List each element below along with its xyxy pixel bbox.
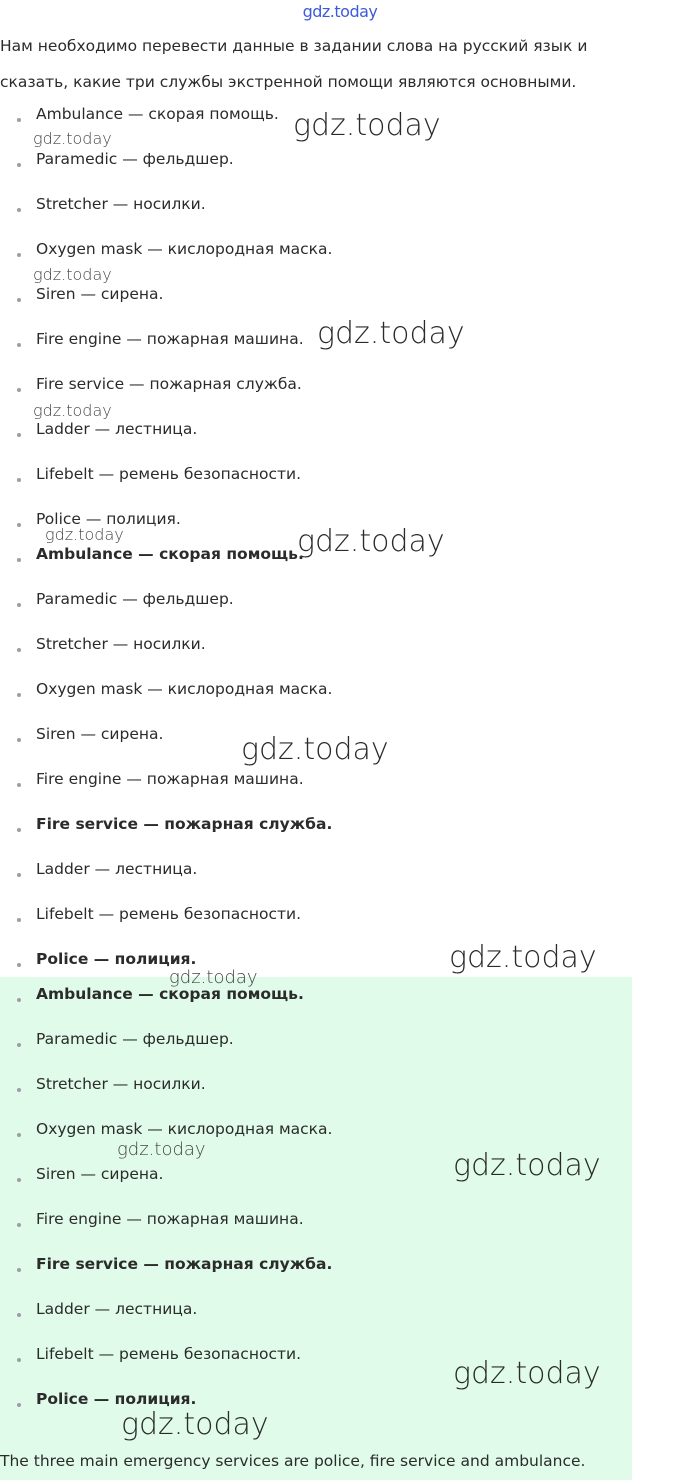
bullet-icon: [17, 208, 21, 212]
watermark: gdz.today: [169, 967, 258, 988]
list-item-text: Ladder — лестница.: [36, 420, 198, 438]
bullet-icon: [17, 1313, 21, 1317]
list-item: [0, 1207, 640, 1252]
watermark: gdz.today: [33, 129, 112, 148]
list-item-text: Paramedic — фельдшер.: [36, 590, 234, 608]
list-item: [0, 462, 640, 507]
list-item-text: Oxygen mask — кислородная маска.: [36, 1120, 333, 1138]
bullet-icon: [17, 388, 21, 392]
list-item-text: Fire engine — пожарная машина.: [36, 770, 304, 788]
watermark: gdz.today: [117, 1139, 206, 1160]
watermark: gdz.today: [33, 401, 112, 420]
watermark: gdz.today: [453, 1356, 601, 1391]
bullet-icon: [17, 478, 21, 482]
header-watermark: gdz.today: [302, 2, 378, 21]
list-item-text: Ambulance — скорая помощь.: [36, 545, 304, 563]
watermark: gdz.today: [317, 316, 465, 351]
bullet-icon: [17, 523, 21, 527]
list-item-text: Ambulance — скорая помощь.: [36, 985, 304, 1003]
list-item-text: Stretcher — носилки.: [36, 195, 206, 213]
bullet-icon: [17, 918, 21, 922]
bullet-icon: [17, 828, 21, 832]
bullet-icon: [17, 1223, 21, 1227]
list-item-text: Police — полиция.: [36, 510, 181, 528]
watermark: gdz.today: [241, 732, 389, 767]
list-item-text: Siren — сирена.: [36, 1165, 164, 1183]
list-item-text: Stretcher — носилки.: [36, 1075, 206, 1093]
watermark: gdz.today: [121, 1407, 269, 1442]
bullet-icon: [17, 298, 21, 302]
list-item: [0, 587, 640, 632]
bullet-icon: [17, 118, 21, 122]
bullet-icon: [17, 648, 21, 652]
watermark: gdz.today: [453, 1148, 601, 1183]
list-item-text: Oxygen mask — кислородная маска.: [36, 680, 333, 698]
bullet-icon: [17, 783, 21, 787]
list-item: [0, 812, 640, 857]
list-item-text: Ladder — лестница.: [36, 1300, 198, 1318]
vocabulary-list-2: [0, 542, 640, 992]
list-item-text: Lifebelt — ремень безопасности.: [36, 1345, 301, 1363]
list-item-text: Oxygen mask — кислородная маска.: [36, 240, 333, 258]
watermark: gdz.today: [449, 940, 597, 975]
list-item-text: Siren — сирена.: [36, 285, 164, 303]
watermark: gdz.today: [297, 524, 445, 559]
list-item-text: Fire service — пожарная служба.: [36, 375, 302, 393]
bullet-icon: [17, 693, 21, 697]
watermark: gdz.today: [45, 525, 124, 544]
list-item-text: Ambulance — скорая помощь.: [36, 105, 279, 123]
list-item: [0, 1072, 640, 1117]
bullet-icon: [17, 873, 21, 877]
bullet-icon: [17, 253, 21, 257]
watermark: gdz.today: [293, 108, 441, 143]
list-item-text: Police — полиция.: [36, 950, 197, 968]
bullet-icon: [17, 558, 21, 562]
bullet-icon: [17, 963, 21, 967]
bullet-icon: [17, 1403, 21, 1407]
list-item: [0, 147, 640, 192]
list-item: [0, 857, 640, 902]
list-item-text: Fire service — пожарная служба.: [36, 815, 333, 833]
bullet-icon: [17, 433, 21, 437]
list-item: [0, 1252, 640, 1297]
list-item-text: Siren — сирена.: [36, 725, 164, 743]
list-item-text: Fire engine — пожарная машина.: [36, 330, 304, 348]
intro-text: Нам необходимо перевести данные в задании слова на русский язык и сказать, какие три службы экстренной помощи являются основными.: [0, 37, 588, 91]
list-item-text: Ladder — лестница.: [36, 860, 198, 878]
list-item-text: Paramedic — фельдшер.: [36, 1030, 234, 1048]
list-item-text: Lifebelt — ремень безопасности.: [36, 465, 301, 483]
bullet-icon: [17, 163, 21, 167]
bullet-icon: [17, 1178, 21, 1182]
list-item: [0, 192, 640, 237]
bullet-icon: [17, 1268, 21, 1272]
list-item-text: Lifebelt — ремень безопасности.: [36, 905, 301, 923]
bullet-icon: [17, 343, 21, 347]
list-item: [0, 1387, 640, 1432]
list-item: [0, 1027, 640, 1072]
watermark: gdz.today: [33, 265, 112, 284]
list-item: [0, 417, 640, 462]
list-item-text: Fire service — пожарная служба.: [36, 1255, 333, 1273]
list-item-text: Police — полиция.: [36, 1390, 197, 1408]
list-item: [0, 982, 640, 1027]
bullet-icon: [17, 1088, 21, 1092]
list-item-text: Paramedic — фельдшер.: [36, 150, 234, 168]
bullet-icon: [17, 1358, 21, 1362]
list-item: [0, 632, 640, 677]
bullet-icon: [17, 998, 21, 1002]
bullet-icon: [17, 603, 21, 607]
list-item: [0, 767, 640, 812]
list-item: [0, 1297, 640, 1342]
list-item: [0, 677, 640, 722]
bullet-icon: [17, 1043, 21, 1047]
bullet-icon: [17, 1133, 21, 1137]
conclusion-text: The three main emergency services are police, fire service and ambulance.: [0, 1452, 586, 1470]
bullet-icon: [17, 738, 21, 742]
list-item-text: Stretcher — носилки.: [36, 635, 206, 653]
list-item-text: Fire engine — пожарная машина.: [36, 1210, 304, 1228]
